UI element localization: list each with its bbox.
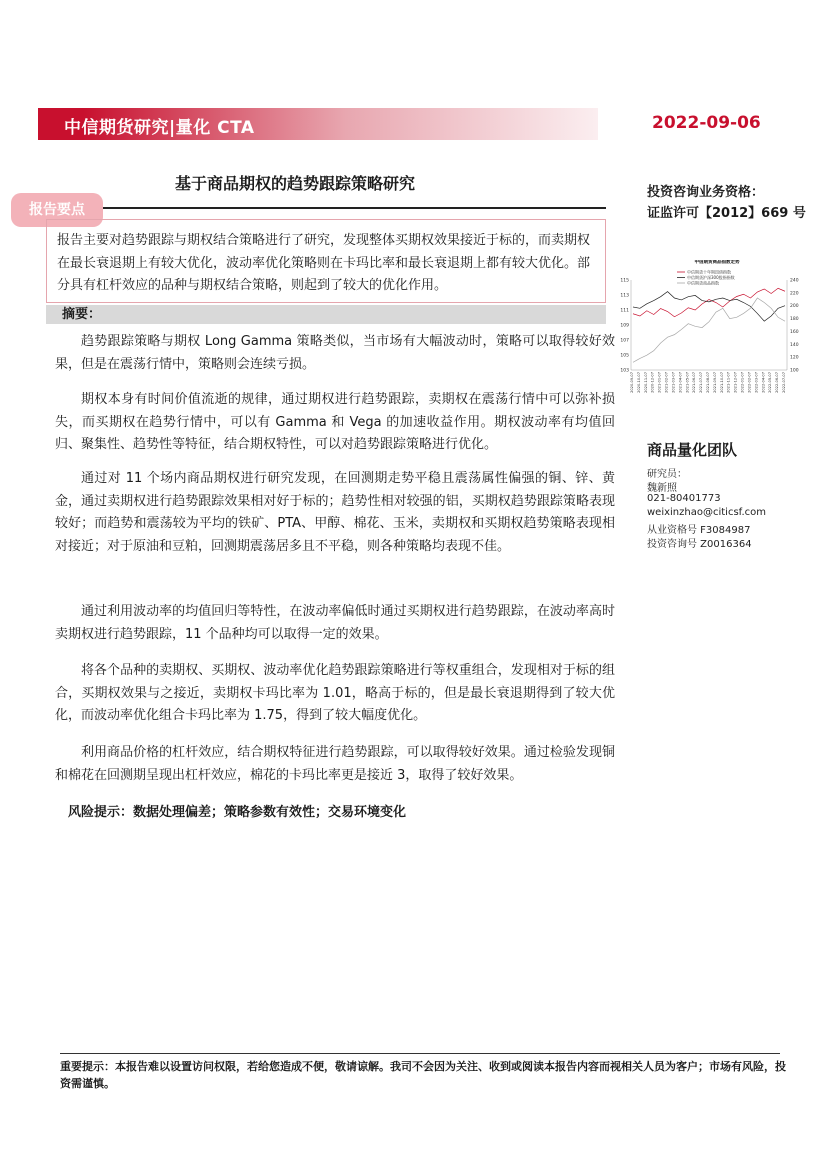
advisory-license: 投资咨询号 Z0016364 <box>647 539 752 550</box>
y-left-tick: 113 <box>620 293 629 299</box>
y-left-tick: 109 <box>620 323 629 329</box>
report-title: 基于商品期权的趋势跟踪策略研究 <box>175 174 416 193</box>
x-tick-label: 2021-10-07 <box>719 372 724 393</box>
abstract-paragraph-6: 利用商品价格的杠杆效应，结合期权特征进行趋势跟踪，可以取得较好效果。通过检验发现铜和棉花在回测期呈现出杠杆效应，棉花的卡玛比率更是接近 3，取得了较好效果。 <box>55 745 615 783</box>
abstract-paragraph-1: 趋势跟踪策略与期权 Long Gamma 策略类似，当市场有大幅波动时，策略可以取得较好效果，但是在震荡行情中，策略则会连续亏损。 <box>55 334 615 372</box>
y-right-tick: 120 <box>790 355 799 361</box>
researcher-email[interactable]: weixinzhao@citicsf.com <box>647 507 766 518</box>
x-tick-label: 2020-10-07 <box>636 372 641 393</box>
x-tick-label: 2021-06-07 <box>692 372 697 393</box>
x-tick-label: 2020-12-07 <box>650 372 655 393</box>
x-tick-label: 2022-07-07 <box>782 372 786 393</box>
x-tick-label: 2022-01-07 <box>740 372 745 393</box>
y-left-tick: 111 <box>620 308 629 314</box>
header-title: 中信期货研究|量化 CTA <box>64 118 255 138</box>
researcher-name: 魏新照 <box>647 483 677 494</box>
x-tick-label: 2020-09-07 <box>630 372 634 393</box>
researcher-label: 研究员： <box>647 469 687 480</box>
x-tick-label: 2021-12-07 <box>733 372 738 393</box>
y-right-tick: 140 <box>790 342 799 348</box>
qualification-label: 投资咨询业务资格： <box>647 185 765 200</box>
y-right-tick: 200 <box>790 304 799 310</box>
x-tick-label: 2022-04-07 <box>761 372 766 393</box>
y-right-tick: 240 <box>790 278 799 284</box>
legend-label: 中信期货十年期国债指数 <box>687 269 731 275</box>
series-line <box>633 298 785 362</box>
researcher-phone: 021-80401773 <box>647 493 721 504</box>
license-number: 证监许可【2012】669 号 <box>647 206 806 221</box>
section-divider <box>46 207 606 209</box>
x-tick-label: 2020-11-07 <box>643 372 648 393</box>
x-tick-label: 2022-05-07 <box>768 372 773 393</box>
disclaimer: 重要提示：本报告难以设置访问权限，若给您造成不便，敬请谅解。我司不会因为关注、收到或阅读本报告内容而视相关人员为客户；市场有风险，投资需谨慎。 <box>60 1060 786 1090</box>
x-tick-label: 2021-07-07 <box>699 372 704 393</box>
abstract-paragraph-4: 通过利用波动率的均值回归等特性，在波动率偏低时通过买期权进行趋势跟踪，在波动率高时卖期权进行趋势跟踪，11 个品种均可以取得一定的效果。 <box>55 604 615 642</box>
x-tick-label: 2021-09-07 <box>712 372 717 393</box>
commodity-index-chart <box>617 260 808 410</box>
x-tick-label: 2022-06-07 <box>775 372 780 393</box>
header-accent <box>38 108 56 140</box>
summary-box <box>46 219 606 303</box>
chart-title: 中信期货商品指数走势 <box>694 260 740 265</box>
x-tick-label: 2021-08-07 <box>706 372 710 393</box>
team-name: 商品量化团队 <box>647 441 738 459</box>
x-tick-label: 2021-02-07 <box>664 372 669 393</box>
y-right-tick: 160 <box>790 329 799 335</box>
y-left-tick: 105 <box>620 353 629 359</box>
series-line <box>633 292 785 322</box>
legend-label: 中信期货沪深300股指指数 <box>687 275 735 280</box>
risk-warning: 风险提示：数据处理偏差；策略参数有效性；交易环境变化 <box>68 805 407 820</box>
y-left-tick: 115 <box>620 278 629 284</box>
summary-text: 报告主要对趋势跟踪与期权结合策略进行了研究，发现整体买期权效果接近于标的，而卖期权在最长衰退期上有较大优化，波动率优化策略则在卡玛比率和最长衰退期上都有较大优化。部分具有杠杆效应的品种与期权结合策略，则起到了较大的优化作用。 <box>57 233 591 293</box>
abstract-paragraph-3: 通过对 11 个场内商品期权进行研究发现，在回测期走势平稳且震荡属性偏强的铜、锌、黄金，通过卖期权进行趋势跟踪效果相对好于标的；趋势性相对较强的铝，买期权趋势跟踪策略表现较好；而趋势和震荡较为平均的铁矿、PTA、甲醇、棉花、玉米，卖期权和买期权趋势策略表现相对接近；对于原油和豆粕，回测期震荡居多且不平稳，则各种策略均表现不佳。 <box>55 471 615 554</box>
y-left-tick: 103 <box>620 368 629 374</box>
legend-label: 中信期货商品指数 <box>687 280 719 286</box>
practice-license: 从业资格号 F3084987 <box>647 525 751 536</box>
report-date: 2022-09-06 <box>652 113 761 133</box>
series-line <box>633 288 785 317</box>
x-tick-label: 2022-02-07 <box>747 372 752 393</box>
abstract-label: 摘要： <box>46 305 606 324</box>
abstract-paragraph-5: 将各个品种的卖期权、买期权、波动率优化趋势跟踪策略进行等权重组合，发现相对于标的组合，买期权效果与之接近，卖期权卡玛比率为 1.01，略高于标的，但是最长衰退期得到了较大优化，而波动率优化组合卡玛比率为 1.75，得到了较大幅度优化。 <box>55 663 615 723</box>
x-tick-label: 2021-04-07 <box>678 372 683 393</box>
y-right-tick: 100 <box>790 368 799 374</box>
abstract-paragraph-2: 期权本身有时间价值流逝的规律，通过期权进行趋势跟踪，卖期权在震荡行情中可以弥补损失，而买期权在趋势行情中，可以有 Gamma 和 Vega 的加速收益作用。期权波动率有均值回归、聚集性、趋势性等特征，结合期权特性，可以对趋势跟踪策略进行优化。 <box>55 392 615 452</box>
x-tick-label: 2021-05-07 <box>685 372 690 393</box>
x-tick-label: 2022-03-07 <box>754 372 759 393</box>
y-left-tick: 107 <box>620 338 629 344</box>
x-tick-label: 2021-11-07 <box>726 372 731 393</box>
x-tick-label: 2021-03-07 <box>671 372 676 393</box>
y-right-tick: 180 <box>790 317 799 323</box>
y-right-tick: 220 <box>790 291 799 297</box>
x-tick-label: 2021-01-07 <box>657 372 662 393</box>
summary-tab: 报告要点 <box>11 193 103 227</box>
footer-divider <box>60 1053 780 1054</box>
